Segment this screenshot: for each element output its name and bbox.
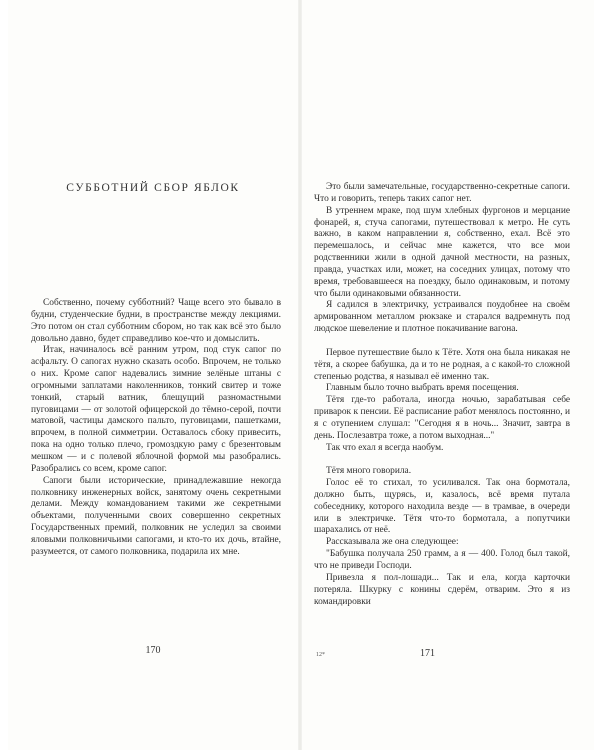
paragraph: Тётя где-то работала, иногда ночью, зарабатывая себе приварок к пенсии. Её расписание работ менялось постоянно, и я с отупением слушал: "Сегодня я в ночь... Значит, завтра в день. Послезавтра тоже, а потом выходная..." bbox=[314, 395, 570, 441]
paragraph: Тётя много говорила. bbox=[326, 466, 412, 477]
paragraph: Итак, начиналось всё ранним утром, под стук сапог по асфальту. О сапогах нужно сказать особо. Впрочем, не только о них. Кроме сапог надевались зимние зелёные штаны с огромными заплатами наколенников, тонкий свитер и тоже тонкий, старый ватник, блещущий разномастными пуговицами — от золотой офицерской до тёмно-серой, почти матовой, частицы дамского пальто, пуговицами, пашетками, впрочем, в полной симметрии. Оставалось сбоку привесить, пока на одно только плечо, громоздкую раму с брезентовым мешком — и с полевой яблочной формой мы разобрались. Разобрались со всем, кроме сапог. bbox=[31, 345, 281, 474]
paragraph: Главным было точно выбрать время посещения. bbox=[326, 383, 519, 394]
paragraph: Я садился в электричку, устраивался поудобнее на своём армированном металлом рюкзаке и старался вадремнуть под людское шевеление и плотное покачивание вагона. bbox=[314, 300, 570, 335]
paragraph: "Бабушка получала 250 грамм, а я — 400. Голод был такой, что не приведи Господи. bbox=[314, 549, 570, 571]
chapter-title: СУББОТНИЙ СБОР ЯБЛОК bbox=[66, 182, 240, 194]
left-page-text bbox=[31, 298, 281, 559]
paragraph: Привезла я пол-лошади... Так и ела, когда карточки потеряла. Шкурку с конины сдерём, отварим. Это я из командировки bbox=[314, 572, 570, 607]
paragraph: Голос её то стихал, то усиливался. Так она бормотала, должно быть, щурясь, и, казалось, всё время путала собеседнику, которого находила везде — в трамвае, в очереди или в электричке. Тётя что-то бормотала, а попутчики шарахались от неё. bbox=[314, 478, 570, 536]
signature-mark: 12* bbox=[316, 652, 325, 658]
page-number-right: 171 bbox=[420, 648, 435, 659]
paragraph: Так что ехал я всегда наобум. bbox=[326, 442, 444, 453]
paragraph: Собственно, почему субботний? Чаще всего это бывало в будни, студенческие будни, в пространстве между лекциями. Это потом он стал субботним сбором, но так как всё это было довольно давно, будет справедливо кое-что и домыслить. bbox=[31, 298, 281, 344]
right-page bbox=[302, 0, 594, 750]
paragraph: В утреннем мраке, под шум хлебных фургонов и мерцание фонарей, я, стуча сапогами, путешествовал к метро. Не суть важно, в каком направлении я, собственно, ехал. Всё это перемешалось, и сейчас мне кажется, что все мои родственники жили в одной дачной местности, на разных, правда, участках или, может, на соседних улицах, потому что время, требовавшееся на поездку, было одинаковым, и потому что были одинаковыми обязанности. bbox=[314, 205, 570, 299]
paragraph: Рассказывала же она следующее: bbox=[326, 537, 459, 548]
paragraph: Первое путешествие было к Тёте. Хотя она была никакая не тётя, а скорее бабушка, да и то не родная, а с какой-то сложной степенью родства, я называл её именно так. bbox=[314, 347, 570, 382]
paragraph: Это были замечательные, государственно-секретные сапоги. Что и говорить, теперь таких сапог нет. bbox=[314, 182, 570, 204]
paragraph: Сапоги были исторические, принадлежавшие некогда полковнику инженерных войск, занятому очень секретными делами. Между командованием такими же секретными объектами, полученными своих совершенно секретных Государственных премий, полковник не уследил за своими яловыми полковничьими сапогами, и кто-то их дочь, втайне, разумеется, от самого полковника, подарила их мне. bbox=[31, 475, 281, 557]
page-number-left: 170 bbox=[145, 645, 161, 656]
right-page-text bbox=[314, 182, 570, 608]
left-page bbox=[8, 0, 298, 750]
